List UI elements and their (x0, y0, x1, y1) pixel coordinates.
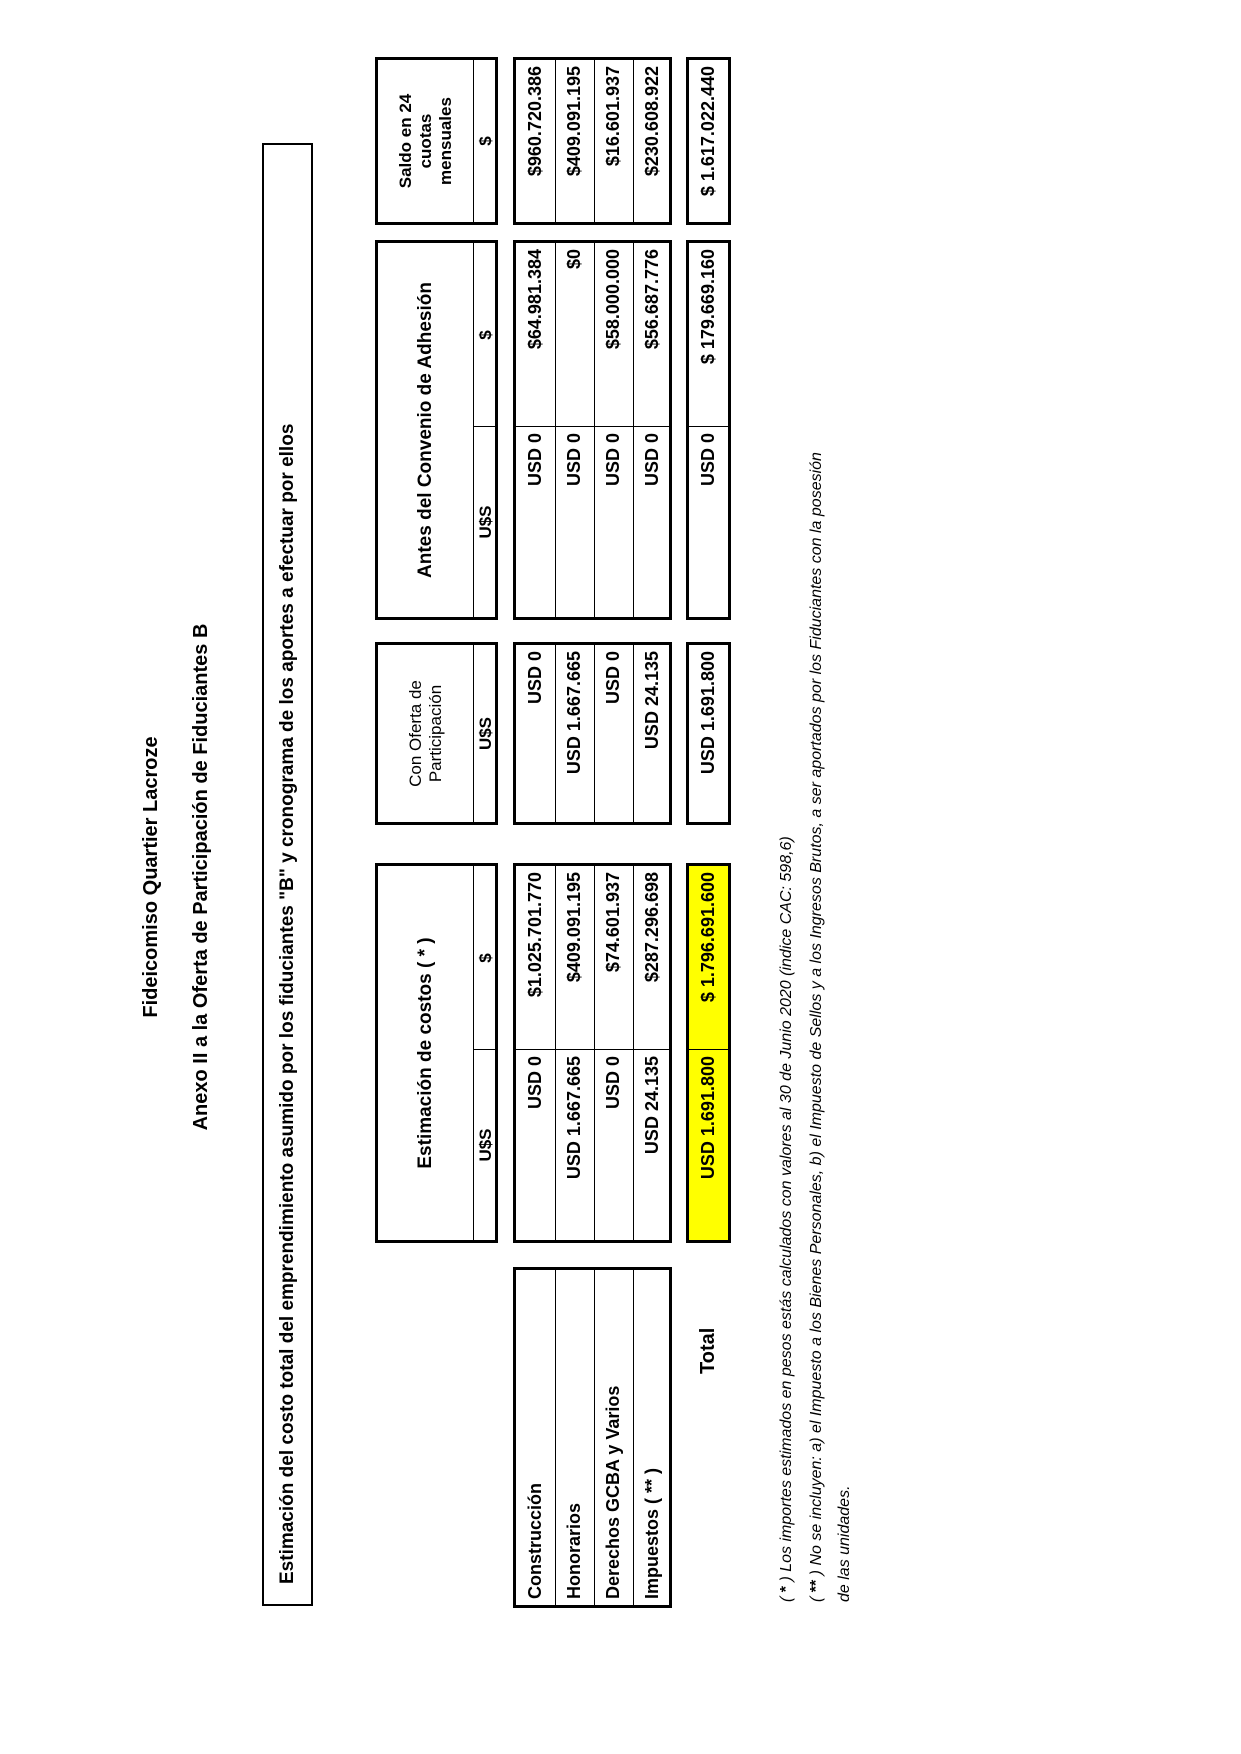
table-row: USD 0 $0 (564, 249, 584, 487)
table-row: USD 0 $56.687.776 (642, 249, 662, 487)
total-row: USD 0 $ 179.669.160 (698, 249, 718, 487)
table-row: $960.720.386 (525, 66, 545, 177)
convenio-col-usd: U$S (475, 505, 495, 539)
estimacion-header (375, 863, 498, 1243)
page-subtitle: Anexo II a la Oferta de Participación de Fiduciantes B (190, 623, 212, 1131)
convenio-title: Antes del Convenio de Adhesión (414, 282, 436, 578)
total-row: USD 1.691.800 $ 1.796.691.600 (698, 872, 718, 1180)
description-box (262, 143, 313, 1606)
table-row: USD 24.135 (642, 651, 662, 750)
row-labels-box (513, 1267, 672, 1608)
table-row: USD 1.667.665 $409.091.195 (564, 872, 584, 1180)
oferta-header (375, 642, 498, 825)
table-row: $409.091.195 (564, 66, 584, 177)
footnote-1-mark: * (778, 1585, 795, 1593)
oferta-total (686, 642, 731, 825)
saldo-total (686, 57, 731, 225)
footnote-2: ( ** ) No se incluyen: a) el Impuesto a los Bienes Personales, b) el Impuesto de Sellos y a los Ingresos Brutos, a ser aportados por los Fiduciantes con la posesión (808, 452, 825, 1602)
total-row: USD 1.691.800 (698, 651, 718, 775)
saldo-data (513, 57, 672, 225)
row-label-impuestos: Impuestos ( ** ) (642, 1467, 662, 1599)
convenio-total (686, 240, 731, 620)
description-text: Estimación del costo total del emprendimiento asumido por los fiduciantes "B" y cronograma de los aportes a efectuar por ellos (276, 423, 298, 1584)
oferta-data (513, 642, 672, 825)
convenio-col-ars: $ (475, 330, 495, 340)
page-title: Fideicomiso Quartier Lacroze (140, 736, 162, 1018)
total-label: Total (697, 1327, 719, 1374)
table-row: $16.601.937 (603, 66, 623, 167)
oferta-title: Con Oferta de Participación (405, 680, 445, 787)
row-label-honorarios: Honorarios (564, 1502, 584, 1599)
table-row: USD 0 $64.981.384 (525, 249, 545, 487)
convenio-header (375, 240, 498, 620)
footnote-1: ( * ) Los importes estimados en pesos estás calculados con valores al 30 de Junio 2020 (indice CAC: 598,6) (778, 836, 795, 1602)
row-label-derechos: Derechos GCBA y Varios (603, 1385, 623, 1599)
estimacion-title: Estimación de costos ( * ) (414, 937, 436, 1169)
saldo-col-ars: $ (475, 136, 495, 146)
table-row: USD 1.667.665 (564, 651, 584, 775)
total-row: $ 1.617.022.440 (698, 66, 718, 197)
table-row: USD 24.135 $287.296.698 (642, 872, 662, 1155)
footnote-2-continued: de las unidades. (836, 1485, 853, 1602)
footnote-2-mark: ** (808, 1579, 825, 1593)
table-row: USD 0 $58.000.000 (603, 249, 623, 487)
table-row: USD 0 $74.601.937 (603, 872, 623, 1110)
table-row: USD 0 (525, 651, 545, 705)
estimacion-data (513, 863, 672, 1243)
oferta-col-usd: U$S (475, 716, 495, 751)
estimacion-col-usd: U$S (475, 1128, 495, 1162)
row-label-construccion: Construcción (525, 1482, 545, 1599)
saldo-header (375, 57, 498, 225)
saldo-title: Saldo en 24 cuotas mensuales (395, 93, 455, 189)
estimacion-col-ars: $ (475, 953, 495, 963)
table-row: USD 0 (603, 651, 623, 705)
estimacion-total (686, 863, 731, 1243)
table-row: USD 0 $1.025.701.770 (525, 872, 545, 1110)
table-row: $230.608.922 (642, 66, 662, 177)
convenio-data (513, 240, 672, 620)
